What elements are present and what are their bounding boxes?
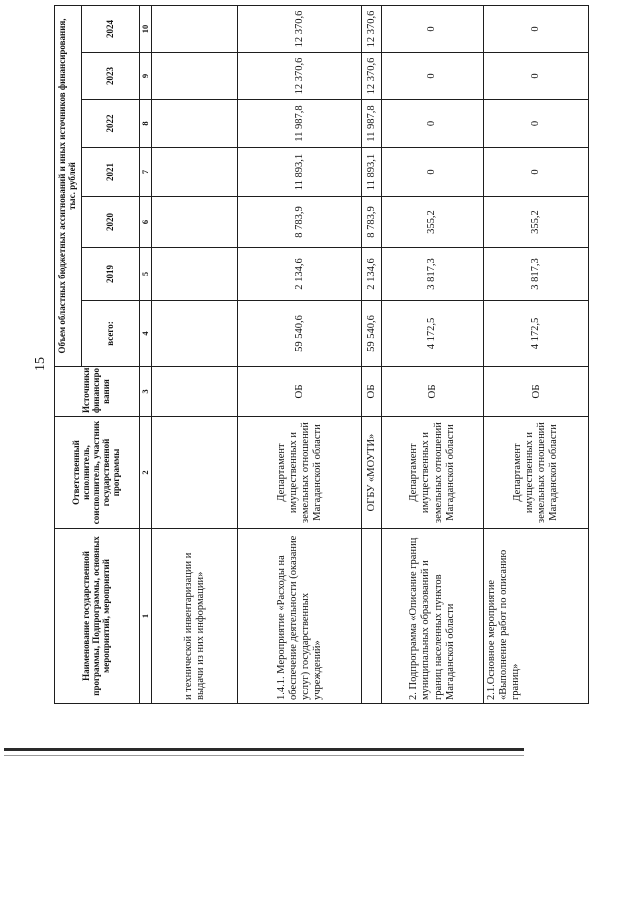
index-cell: 7 (139, 148, 151, 197)
row-value: 0 (483, 53, 588, 100)
page-number: 15 (33, 357, 48, 371)
row-value: 12 370,6 (238, 6, 362, 53)
row-value: 355,2 (483, 197, 588, 248)
header-year: 2023 (82, 53, 140, 100)
header-responsible: Ответственный исполнитель, соисполнитель, участник государственной программы (55, 417, 140, 529)
scan-border-line-thin (4, 755, 524, 756)
row-value: 11 987,8 (238, 100, 362, 148)
header-funding-group: Объем областных бюджетных ассигнований и иных источников финансирования, тыс. рублей (55, 6, 82, 367)
row-responsible: Департамент имущественных и земельных отношений Магаданской области (238, 417, 362, 529)
row-value: 8 783,9 (362, 197, 382, 248)
row-value: 4 172,5 (483, 301, 588, 367)
row-value: 59 540,6 (362, 301, 382, 367)
rotated-table-container (54, 6, 589, 704)
row-value: 8 783,9 (238, 197, 362, 248)
header-year: 2024 (82, 6, 140, 53)
row-value: 11 893,1 (362, 148, 382, 197)
row-value (152, 6, 238, 53)
row-value: 0 (382, 100, 484, 148)
row-value: 0 (382, 6, 484, 53)
header-year: 2021 (82, 148, 140, 197)
row-value (152, 100, 238, 148)
row-name: 2. Подпрограмма «Описание границ муниципальных образований и границ населенных пунктов Магаданской области (382, 529, 484, 704)
table-row (382, 6, 484, 704)
funding-table (54, 5, 589, 704)
index-cell: 6 (139, 197, 151, 248)
row-value: 0 (483, 100, 588, 148)
table-row (483, 6, 588, 704)
scan-border-line (4, 748, 524, 751)
row-value: 0 (483, 6, 588, 53)
row-name (362, 529, 382, 704)
header-year: 2020 (82, 197, 140, 248)
row-value: 12 370,6 (362, 53, 382, 100)
row-value (152, 53, 238, 100)
index-cell: 9 (139, 53, 151, 100)
row-value: 3 817,3 (382, 248, 484, 301)
header-total: всего: (82, 301, 140, 367)
header-year: 2022 (82, 100, 140, 148)
row-value (152, 197, 238, 248)
table-row (238, 6, 362, 704)
table-row (152, 6, 238, 704)
header-name: Наименование государственной программы, Подпрограммы, основных мероприятий, мероприятий (55, 529, 140, 704)
row-responsible: ОГБУ «МОУТИ» (362, 417, 382, 529)
row-value: 11 987,8 (362, 100, 382, 148)
row-responsible: Департамент имущественных и земельных отношений Магаданской области (382, 417, 484, 529)
index-cell: 2 (139, 417, 151, 529)
row-name: и технической инвентаризации и выдачи из них информации» (152, 529, 238, 704)
row-value (152, 148, 238, 197)
row-value: 0 (483, 148, 588, 197)
index-cell: 1 (139, 529, 151, 704)
header-source: Источники финансиро вания (55, 367, 140, 417)
index-row (139, 6, 151, 704)
index-cell: 10 (139, 6, 151, 53)
row-responsible: Департамент имущественных и земельных отношений Магаданской области (483, 417, 588, 529)
row-name: 2.1.Основное мероприятие «Выполнение работ по описанию границ» (483, 529, 588, 704)
row-value: 11 893,1 (238, 148, 362, 197)
row-value (152, 301, 238, 367)
row-source: ОБ (382, 367, 484, 417)
row-value: 2 134,6 (362, 248, 382, 301)
row-source: ОБ (483, 367, 588, 417)
row-value: 0 (382, 148, 484, 197)
row-value: 4 172,5 (382, 301, 484, 367)
row-value: 12 370,6 (238, 53, 362, 100)
row-source: ОБ (362, 367, 382, 417)
row-value: 355,2 (382, 197, 484, 248)
row-value (152, 248, 238, 301)
table-row (362, 6, 382, 704)
index-cell: 4 (139, 301, 151, 367)
row-value: 0 (382, 53, 484, 100)
row-source: ОБ (238, 367, 362, 417)
row-name: 1.4.1. Мероприятие «Расходы на обеспечение деятельности (оказание услуг) государственных учреждений» (238, 529, 362, 704)
row-value: 3 817,3 (483, 248, 588, 301)
row-value: 59 540,6 (238, 301, 362, 367)
row-source (152, 367, 238, 417)
row-responsible (152, 417, 238, 529)
index-cell: 5 (139, 248, 151, 301)
header-year: 2019 (82, 248, 140, 301)
index-cell: 3 (139, 367, 151, 417)
index-cell: 8 (139, 100, 151, 148)
row-value: 2 134,6 (238, 248, 362, 301)
row-value: 12 370,6 (362, 6, 382, 53)
